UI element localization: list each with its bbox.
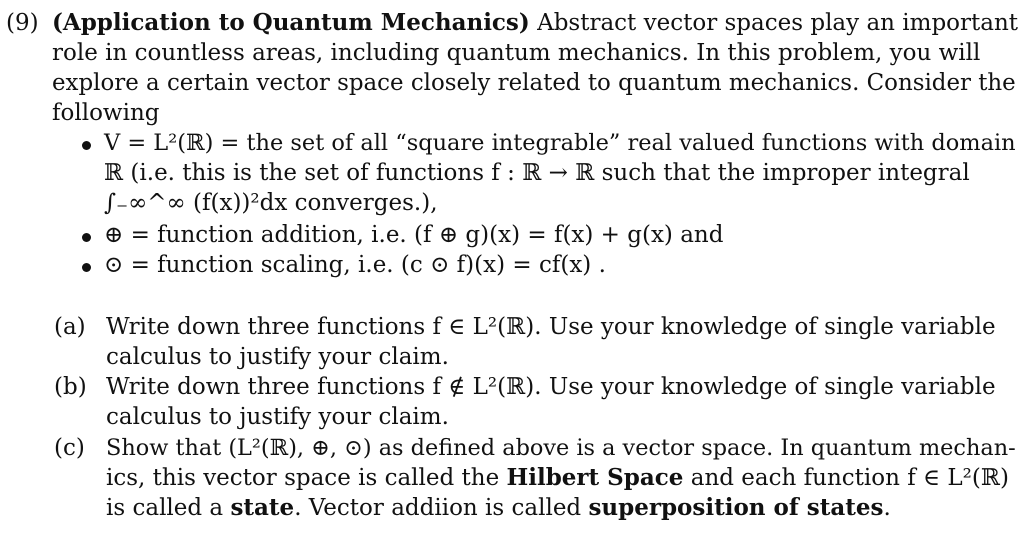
intro-text-1: Abstract vector spaces play an important — [537, 10, 1019, 36]
part-b-label: (b) — [54, 374, 87, 400]
bullet-2-line-1: ⊕ = function addition, i.e. (f ⊕ g)(x) = f(x) + g(x) and — [104, 222, 724, 248]
bullet-dot-1 — [82, 141, 91, 150]
state-term: state — [230, 494, 295, 521]
problem-number: (9) — [6, 10, 39, 36]
part-c-line-1: Show that (L²(ℝ), ⊕, ⊙) as defined above is a vector space. In quantum mechan- — [106, 435, 1016, 461]
bullet-dot-3 — [82, 263, 91, 272]
part-b-line-1: Write down three functions f ∉ L²(ℝ). Use your knowledge of single variable — [106, 374, 996, 400]
bullet-1-line-2: ℝ (i.e. this is the set of functions f : ℝ → ℝ such that the improper integral — [104, 160, 970, 186]
bullet-1-line-3: ∫₋∞^∞ (f(x))²dx converges.), — [104, 190, 438, 216]
part-b-line-2: calculus to justify your claim. — [106, 404, 449, 430]
part-a-line-1: Write down three functions f ∈ L²(ℝ). Use your knowledge of single variable — [106, 314, 996, 340]
part-a-label: (a) — [54, 314, 86, 340]
intro-text-4: following — [52, 100, 160, 126]
part-c-line-3-text-c: . Vector addiion is called — [294, 495, 582, 521]
bullet-1-line-1: V = L²(ℝ) = the set of all “square integrable” real valued functions with domain — [104, 130, 1016, 156]
part-a-line-2: calculus to justify your claim. — [106, 344, 449, 370]
part-c-line-2 — [106, 463, 1009, 493]
intro-text-3: explore a certain vector space closely related to quantum mechanics. Consider the — [52, 70, 1016, 96]
superposition-term: superposition of states — [588, 494, 884, 521]
part-c-line-2-text-a: ics, this vector space is called the — [106, 465, 500, 491]
bullet-dot-2 — [82, 233, 91, 242]
part-c-label: (c) — [54, 435, 85, 461]
hilbert-space-term: Hilbert Space — [506, 464, 684, 491]
part-c-line-2-text-c: and each function f ∈ L²(ℝ) — [690, 465, 1009, 491]
part-c-line-3-text-e: . — [883, 495, 891, 521]
bullet-3-line-1: ⊙ = function scaling, i.e. (c ⊙ f)(x) = cf(x) . — [104, 252, 606, 278]
part-c-line-3 — [106, 493, 891, 523]
part-c-line-3-text-a: is called a — [106, 495, 224, 521]
problem-first-line — [52, 8, 1019, 38]
intro-text-2: role in countless areas, including quantum mechanics. In this problem, you will — [52, 40, 981, 66]
problem-title: (Application to Quantum Mechanics) — [52, 9, 530, 36]
